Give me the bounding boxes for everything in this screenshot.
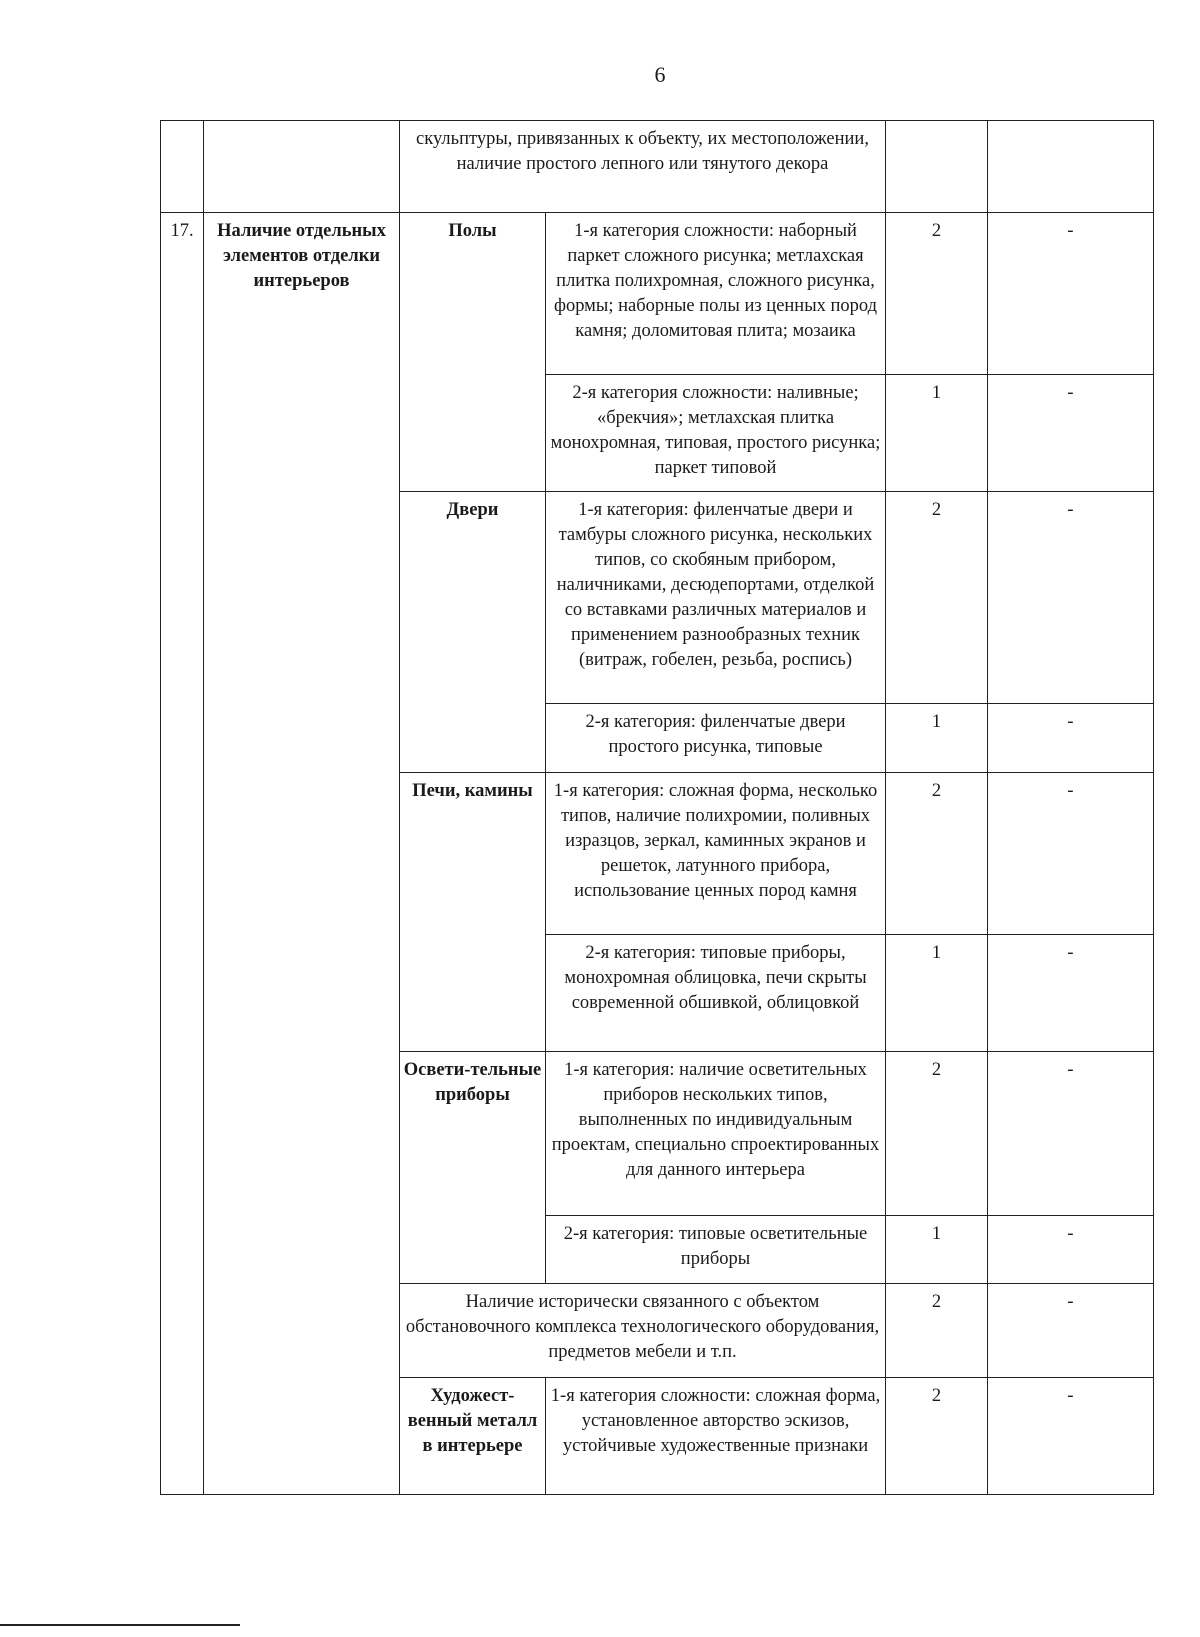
row-extra: - [988,492,1154,704]
row-score: 1 [886,935,988,1052]
cell-empty [988,121,1154,213]
criteria-table [160,120,1154,1495]
row-description: 2-я категория: филенчатые двери простого рисунка, типовые [546,704,886,773]
cell-empty [204,121,400,213]
row-score: 2 [886,773,988,935]
row-description: 1-я категория сложности: наборный паркет сложного рисунка; метлахская плитка полихромная, сложного рисунка, формы; наборные полы из ценных пород камня; доломитовая плита; мозаика [546,213,886,375]
row-description: 1-я категория: наличие осветительных приборов нескольких типов, выполненных по индивидуальным проектам, специально спроектированных для данного интерьера [546,1052,886,1216]
row-extra: - [988,1216,1154,1284]
row-description: 2-я категория: типовые приборы, монохромная облицовка, печи скрыты современной обшивкой, облицовкой [546,935,886,1052]
historic-description: Наличие исторически связанного с объектом обстановочного комплекса технологического оборудования, предметов мебели и т.п. [400,1284,886,1378]
row-description: 1-я категория: сложная форма, несколько типов, наличие полихромии, поливных изразцов, зеркал, каминных экранов и решеток, латунного прибора, использование ценных пород камня [546,773,886,935]
row-description: 1-я категория сложности: сложная форма, установленное авторство эскизов, устойчивые художественные признаки [546,1378,886,1495]
cell-empty [886,121,988,213]
cell-empty [161,121,204,213]
row-extra: - [988,773,1154,935]
group-label-stoves: Печи, камины [400,773,546,1052]
group-label-lighting: Освети-тельные приборы [400,1052,546,1284]
table-row [161,213,1154,375]
group-label-doors: Двери [400,492,546,773]
row-extra: - [988,704,1154,773]
row-extra: - [988,1378,1154,1495]
table-row-continuation [161,121,1154,213]
row-score: 1 [886,1216,988,1284]
page-number: 6 [654,62,666,87]
row-extra: - [988,375,1154,492]
item-number: 17. [161,213,204,1495]
row-score: 2 [886,213,988,375]
scan-edge-line [0,1624,240,1626]
row-score: 2 [886,1284,988,1378]
row-description: 2-я категория сложности: наливные; «брекчия»; метлахская плитка монохромная, типовая, простого рисунка; паркет типовой [546,375,886,492]
row-score: 2 [886,1052,988,1216]
row-extra: - [988,935,1154,1052]
row-score: 2 [886,492,988,704]
row-description: 1-я категория: филенчатые двери и тамбуры сложного рисунка, нескольких типов, со скобяным прибором, наличниками, десюдепортами, отделкой со вставками различных материалов и применением разнообразных техник (витраж, гобелен, резьба, роспись) [546,492,886,704]
group-label-metal: Художест-венный металл в интерьере [400,1378,546,1495]
row-score: 1 [886,704,988,773]
item-title: Наличие отдельных элементов отделки интерьеров [204,213,400,1495]
group-label-floors: Полы [400,213,546,492]
continuation-text: скульптуры, привязанных к объекту, их местоположении, наличие простого лепного или тянутого декора [400,121,886,213]
row-score: 2 [886,1378,988,1495]
row-extra: - [988,1052,1154,1216]
row-extra: - [988,1284,1154,1378]
row-score: 1 [886,375,988,492]
row-extra: - [988,213,1154,375]
row-description: 2-я категория: типовые осветительные приборы [546,1216,886,1284]
